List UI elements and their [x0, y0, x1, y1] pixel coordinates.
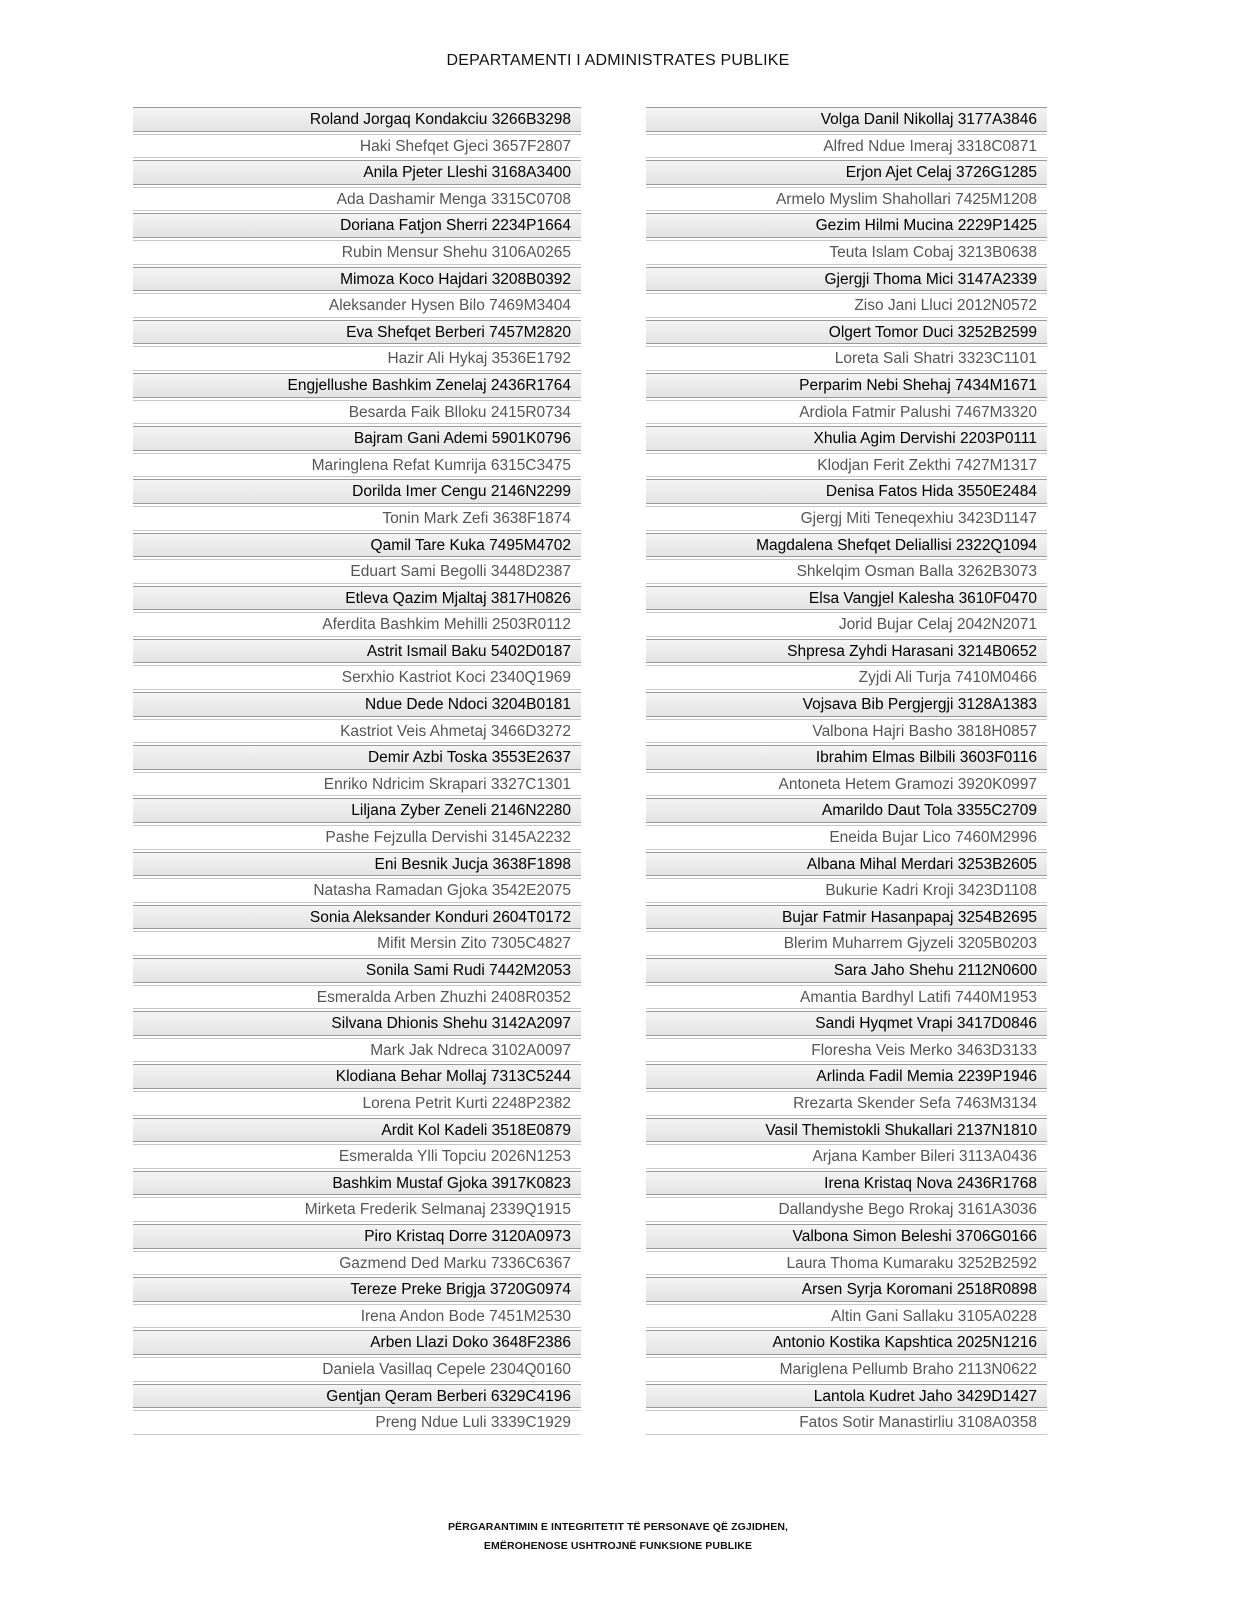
- list-item: Engjellushe Bashkim Zenelaj 2436R1764: [133, 373, 581, 398]
- list-item: Qamil Tare Kuka 7495M4702: [133, 533, 581, 558]
- list-item: Rubin Mensur Shehu 3106A0265: [133, 240, 581, 265]
- list-item: Volga Danil Nikollaj 3177A3846: [646, 107, 1047, 132]
- list-item: Lorena Petrit Kurti 2248P2382: [133, 1091, 581, 1116]
- list-item: Gezim Hilmi Mucina 2229P1425: [646, 213, 1047, 238]
- list-item: Arjana Kamber Bileri 3113A0436: [646, 1144, 1047, 1169]
- list-item: Valbona Hajri Basho 3818H0857: [646, 719, 1047, 744]
- list-item: Serxhio Kastriot Koci 2340Q1969: [133, 665, 581, 690]
- list-item: Ziso Jani Lluci 2012N0572: [646, 293, 1047, 318]
- list-item: Natasha Ramadan Gjoka 3542E2075: [133, 878, 581, 903]
- footer-line-1: PËRGARANTIMIN E INTEGRITETIT TË PERSONAVE QË ZGJIDHEN,: [447, 1521, 789, 1533]
- list-item: Gentjan Qeram Berberi 6329C4196: [133, 1384, 581, 1409]
- list-item: Ibrahim Elmas Bilbili 3603F0116: [646, 745, 1047, 770]
- list-item: Dallandyshe Bego Rrokaj 3161A3036: [646, 1197, 1047, 1222]
- list-item: Valbona Simon Beleshi 3706G0166: [646, 1224, 1047, 1249]
- list-item: Pashe Fejzulla Dervishi 3145A2232: [133, 825, 581, 850]
- list-item: Tonin Mark Zefi 3638F1874: [133, 506, 581, 531]
- list-item: Bajram Gani Ademi 5901K0796: [133, 426, 581, 451]
- footer-line-2: EMËROHENOSE USHTROJNË FUNKSIONE PUBLIKE: [483, 1540, 753, 1552]
- list-item: Eni Besnik Jucja 3638F1898: [133, 852, 581, 877]
- list-item: Maringlena Refat Kumrija 6315C3475: [133, 453, 581, 478]
- list-item: Shkelqim Osman Balla 3262B3073: [646, 559, 1047, 584]
- list-item: Irena Kristaq Nova 2436R1768: [646, 1171, 1047, 1196]
- list-item: Tereze Preke Brigja 3720G0974: [133, 1277, 581, 1302]
- list-item: Silvana Dhionis Shehu 3142A2097: [133, 1011, 581, 1036]
- list-item: Hazir Ali Hykaj 3536E1792: [133, 346, 581, 371]
- list-item: Esmeralda Arben Zhuzhi 2408R0352: [133, 985, 581, 1010]
- list-item: Zyjdi Ali Turja 7410M0466: [646, 665, 1047, 690]
- list-item: Sonila Sami Rudi 7442M2053: [133, 958, 581, 983]
- list-item: Klodiana Behar Mollaj 7313C5244: [133, 1064, 581, 1089]
- list-item: Eva Shefqet Berberi 7457M2820: [133, 320, 581, 345]
- list-item: Irena Andon Bode 7451M2530: [133, 1304, 581, 1329]
- list-item: Ardit Kol Kadeli 3518E0879: [133, 1118, 581, 1143]
- list-item: Gazmend Ded Marku 7336C6367: [133, 1251, 581, 1276]
- list-item: Amarildo Daut Tola 3355C2709: [646, 798, 1047, 823]
- list-item: Doriana Fatjon Sherri 2234P1664: [133, 213, 581, 238]
- list-item: Xhulia Agim Dervishi 2203P0111: [646, 426, 1047, 451]
- list-item: Armelo Myslim Shahollari 7425M1208: [646, 187, 1047, 212]
- list-item: Arlinda Fadil Memia 2239P1946: [646, 1064, 1047, 1089]
- list-item: Sandi Hyqmet Vrapi 3417D0846: [646, 1011, 1047, 1036]
- list-item: Shpresa Zyhdi Harasani 3214B0652: [646, 639, 1047, 664]
- list-item: Olgert Tomor Duci 3252B2599: [646, 320, 1047, 345]
- list-item: Daniela Vasillaq Cepele 2304Q0160: [133, 1357, 581, 1382]
- list-item: Mariglena Pellumb Braho 2113N0622: [646, 1357, 1047, 1382]
- list-item: Bujar Fatmir Hasanpapaj 3254B2695: [646, 905, 1047, 930]
- list-item: Arsen Syrja Koromani 2518R0898: [646, 1277, 1047, 1302]
- list-item: Roland Jorgaq Kondakciu 3266B3298: [133, 107, 581, 132]
- list-item: Mirketa Frederik Selmanaj 2339Q1915: [133, 1197, 581, 1222]
- list-item: Ada Dashamir Menga 3315C0708: [133, 187, 581, 212]
- list-item: Fatos Sotir Manastirliu 3108A0358: [646, 1410, 1047, 1435]
- list-item: Etleva Qazim Mjaltaj 3817H0826: [133, 586, 581, 611]
- list-item: Blerim Muharrem Gjyzeli 3205B0203: [646, 931, 1047, 956]
- list-item: Eduart Sami Begolli 3448D2387: [133, 559, 581, 584]
- list-item: Laura Thoma Kumaraku 3252B2592: [646, 1251, 1047, 1276]
- list-item: Vasil Themistokli Shukallari 2137N1810: [646, 1118, 1047, 1143]
- list-item: Haki Shefqet Gjeci 3657F2807: [133, 134, 581, 159]
- list-item: Esmeralda Ylli Topciu 2026N1253: [133, 1144, 581, 1169]
- list-item: Magdalena Shefqet Deliallisi 2322Q1094: [646, 533, 1047, 558]
- list-item: Ndue Dede Ndoci 3204B0181: [133, 692, 581, 717]
- list-item: Amantia Bardhyl Latifi 7440M1953: [646, 985, 1047, 1010]
- list-item: Bashkim Mustaf Gjoka 3917K0823: [133, 1171, 581, 1196]
- list-item: Rrezarta Skender Sefa 7463M3134: [646, 1091, 1047, 1116]
- list-item: Gjergj Miti Teneqexhiu 3423D1147: [646, 506, 1047, 531]
- list-item: Klodjan Ferit Zekthi 7427M1317: [646, 453, 1047, 478]
- list-item: Arben Llazi Doko 3648F2386: [133, 1330, 581, 1355]
- list-item: Piro Kristaq Dorre 3120A0973: [133, 1224, 581, 1249]
- list-item: Altin Gani Sallaku 3105A0228: [646, 1304, 1047, 1329]
- list-item: Demir Azbi Toska 3553E2637: [133, 745, 581, 770]
- list-item: Anila Pjeter Lleshi 3168A3400: [133, 160, 581, 185]
- list-item: Kastriot Veis Ahmetaj 3466D3272: [133, 719, 581, 744]
- left-name-column: [133, 107, 581, 1437]
- list-item: Sara Jaho Shehu 2112N0600: [646, 958, 1047, 983]
- list-item: Denisa Fatos Hida 3550E2484: [646, 479, 1047, 504]
- list-item: Loreta Sali Shatri 3323C1101: [646, 346, 1047, 371]
- footer: [0, 1518, 1236, 1556]
- list-item: Mifit Mersin Zito 7305C4827: [133, 931, 581, 956]
- list-item: Alfred Ndue Imeraj 3318C0871: [646, 134, 1047, 159]
- list-item: Mark Jak Ndreca 3102A0097: [133, 1038, 581, 1063]
- list-item: Floresha Veis Merko 3463D3133: [646, 1038, 1047, 1063]
- list-item: Mimoza Koco Hajdari 3208B0392: [133, 267, 581, 292]
- list-item: Gjergji Thoma Mici 3147A2339: [646, 267, 1047, 292]
- page-title: DEPARTAMENTI I ADMINISTRATES PUBLIKE: [446, 52, 790, 69]
- list-item: Sonia Aleksander Konduri 2604T0172: [133, 905, 581, 930]
- list-item: Antoneta Hetem Gramozi 3920K0997: [646, 772, 1047, 797]
- list-item: Astrit Ismail Baku 5402D0187: [133, 639, 581, 664]
- right-name-column: [646, 107, 1047, 1437]
- list-item: Teuta Islam Cobaj 3213B0638: [646, 240, 1047, 265]
- list-item: Antonio Kostika Kapshtica 2025N1216: [646, 1330, 1047, 1355]
- list-item: Albana Mihal Merdari 3253B2605: [646, 852, 1047, 877]
- list-item: Jorid Bujar Celaj 2042N2071: [646, 612, 1047, 637]
- list-item: Bukurie Kadri Kroji 3423D1108: [646, 878, 1047, 903]
- list-item: Eneida Bujar Lico 7460M2996: [646, 825, 1047, 850]
- list-item: Aferdita Bashkim Mehilli 2503R0112: [133, 612, 581, 637]
- list-item: Elsa Vangjel Kalesha 3610F0470: [646, 586, 1047, 611]
- list-item: Vojsava Bib Pergjergji 3128A1383: [646, 692, 1047, 717]
- list-item: Preng Ndue Luli 3339C1929: [133, 1410, 581, 1435]
- list-item: Enriko Ndricim Skrapari 3327C1301: [133, 772, 581, 797]
- list-item: Lantola Kudret Jaho 3429D1427: [646, 1384, 1047, 1409]
- list-item: Ardiola Fatmir Palushi 7467M3320: [646, 400, 1047, 425]
- list-item: Aleksander Hysen Bilo 7469M3404: [133, 293, 581, 318]
- list-item: Perparim Nebi Shehaj 7434M1671: [646, 373, 1047, 398]
- list-item: Dorilda Imer Cengu 2146N2299: [133, 479, 581, 504]
- list-item: Besarda Faik Blloku 2415R0734: [133, 400, 581, 425]
- list-item: Erjon Ajet Celaj 3726G1285: [646, 160, 1047, 185]
- list-item: Liljana Zyber Zeneli 2146N2280: [133, 798, 581, 823]
